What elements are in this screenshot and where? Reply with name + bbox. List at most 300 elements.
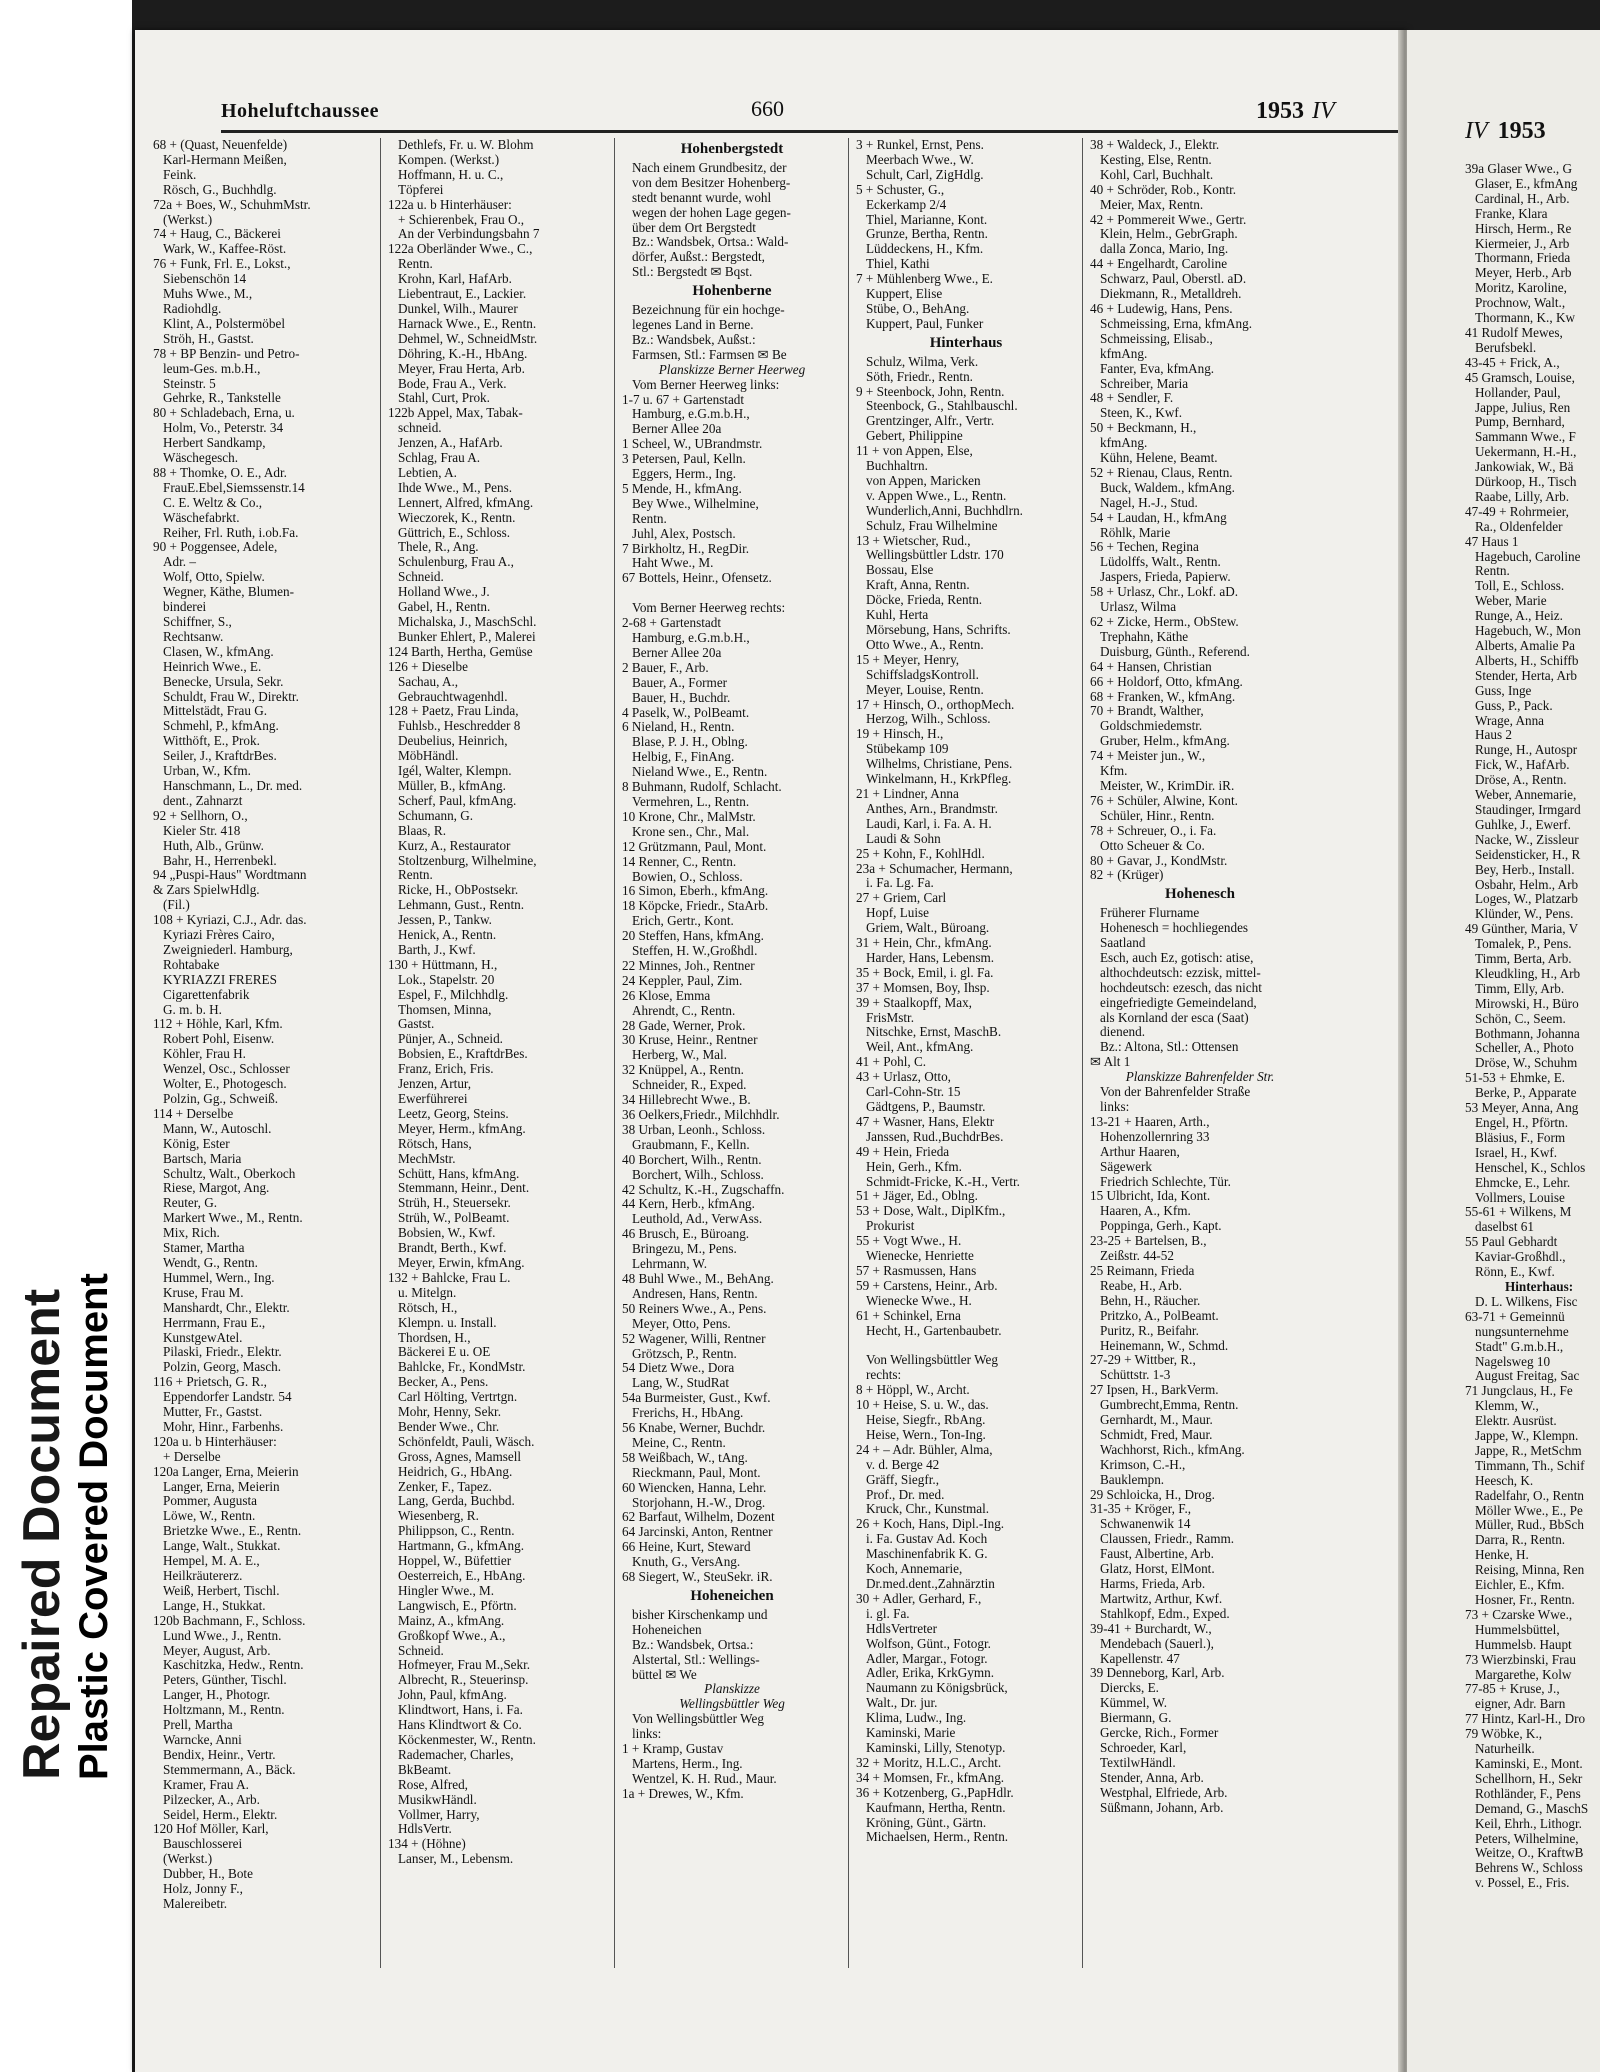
- directory-entry: Ricke, H., ObPostsekr.: [398, 883, 519, 898]
- column-5: [1090, 138, 1310, 1968]
- directory-entry: 70 + Brandt, Walther,: [1090, 704, 1204, 719]
- directory-entry: Schönfeldt, Pauli, Wäsch.: [398, 1434, 535, 1449]
- directory-entry: SchiffsladgsKontroll.: [866, 667, 979, 682]
- directory-entry: 122b Appel, Max, Tabak-: [388, 406, 523, 421]
- directory-entry: Grentzinger, Alfr., Vertr.: [866, 414, 995, 429]
- directory-entry: 39 + Staalkopff, Max,: [856, 995, 972, 1010]
- directory-entry: 55 + Vogt Wwe., H.: [856, 1234, 962, 1249]
- directory-page: [135, 30, 1407, 2072]
- directory-entry: Carl-Cohn-Str. 15: [866, 1085, 961, 1100]
- directory-entry: Kurz, A., Restaurator: [398, 838, 511, 853]
- directory-entry: Krohn, Karl, HafArb.: [398, 272, 512, 287]
- directory-entry: Wieczorek, K., Rentn.: [398, 510, 516, 525]
- directory-entry: über dem Ort Bergstedt: [632, 220, 756, 235]
- directory-entry: Fick, W., HafArb.: [1475, 757, 1570, 773]
- directory-entry: Stübe, O., BehAng.: [866, 301, 970, 316]
- directory-entry: 76 + Funk, Frl. E., Lokst.,: [153, 257, 291, 272]
- directory-entry: Rönn, E., Kwf.: [1475, 1264, 1555, 1280]
- section-heading: Hohenbergstedt: [680, 142, 784, 157]
- directory-entry: Klünder, W., Pens.: [1475, 906, 1574, 922]
- directory-entry: 38 Urban, Leonh., Schloss.: [622, 1122, 766, 1137]
- next-page-volume: IV: [1465, 118, 1488, 144]
- directory-entry: Lüdolffs, Walt., Rentn.: [1100, 555, 1221, 570]
- column-divider: [848, 138, 849, 1968]
- side-label-plastic: Plastic Covered Document: [72, 1273, 116, 1780]
- directory-entry: Timm, Elly, Arb.: [1475, 980, 1565, 996]
- directory-entry: 4 Paselk, W., PolBeamt.: [622, 705, 750, 720]
- directory-entry: Moritz, Karoline,: [1475, 280, 1567, 296]
- directory-entry: Jappe, W., Klempn.: [1475, 1428, 1579, 1444]
- directory-entry: Grötzsch, P., Rentn.: [632, 1346, 737, 1361]
- directory-entry: Pritzko, A., PolBeamt.: [1100, 1308, 1219, 1323]
- directory-entry: Kompen. (Werkst.): [398, 152, 500, 167]
- directory-entry: Kaminski, Lilly, Stenotyp.: [866, 1740, 1006, 1755]
- directory-entry: Schumann, G.: [398, 808, 474, 823]
- directory-entry: 47 Haus 1: [1465, 533, 1519, 549]
- directory-entry: 64 Jarcinski, Anton, Rentner: [622, 1525, 773, 1540]
- directory-entry: 128 + Paetz, Frau Linda,: [388, 704, 519, 719]
- directory-entry: 13-21 + Haaren, Arth.,: [1090, 1114, 1210, 1129]
- directory-entry: Kramer, Frau A.: [163, 1777, 249, 1792]
- directory-entry: 120a u. b Hinterhäuser:: [153, 1434, 277, 1449]
- directory-entry: Bz.: Wandsbek, Ortsa.:: [632, 1637, 754, 1652]
- directory-entry: Dethlefs, Fr. u. W. Blohm: [398, 138, 534, 152]
- directory-entry: FrauE.Ebel,Siemssenstr.14: [163, 480, 305, 495]
- directory-entry: Bahlcke, Fr., KondMstr.: [398, 1360, 526, 1375]
- directory-entry: 120 Hof Möller, Karl,: [153, 1822, 269, 1837]
- directory-entry: Bender Wwe., Chr.: [398, 1419, 500, 1434]
- directory-entry: 27 Ipsen, H., BarkVerm.: [1090, 1383, 1219, 1398]
- directory-entry: Dr.med.dent.,Zahnärztin: [866, 1577, 995, 1591]
- directory-entry: Borchert, Wilh., Schloss.: [632, 1167, 764, 1182]
- directory-entry: 26 Klose, Emma: [622, 988, 711, 1003]
- directory-entry: Franke, Klara: [1475, 205, 1548, 221]
- directory-entry: Früherer Flurname: [1100, 906, 1200, 921]
- directory-entry: 28 Gade, Werner, Prok.: [622, 1018, 746, 1033]
- directory-entry: Hans Klindtwort & Co.: [398, 1718, 522, 1733]
- directory-entry: Mendebach (Sauerl.),: [1100, 1636, 1214, 1651]
- directory-entry: 17 + Hinsch, O., orthopMech.: [856, 697, 1015, 712]
- directory-entry: Thormann, K., Kw: [1475, 310, 1575, 326]
- directory-entry: Henick, A., Rentn.: [398, 928, 497, 943]
- directory-entry: Nagel, H.-J., Stud.: [1100, 495, 1198, 510]
- directory-entry: Alberts, Amalie Pa: [1475, 638, 1575, 653]
- side-label: [12, 1249, 116, 1780]
- directory-entry: Hoffmann, H. u. C.,: [398, 167, 504, 182]
- directory-entry: als Kornland der esca (Saat): [1100, 1010, 1249, 1025]
- directory-entry: Kleudkling, H., Arb: [1475, 965, 1581, 981]
- directory-entry: Faust, Albertine, Arb.: [1100, 1547, 1214, 1562]
- directory-entry: Lok., Stapelstr. 20: [398, 972, 495, 987]
- directory-entry: Bowien, O., Schloss.: [632, 869, 743, 884]
- directory-entry: dienend.: [1100, 1025, 1146, 1040]
- directory-entry: 30 + Adler, Gerhard, F.,: [856, 1591, 982, 1606]
- directory-entry: Biermann, G.: [1100, 1711, 1172, 1726]
- directory-entry: 36 + Kotzenberg, G.,PapHdlr.: [856, 1785, 1014, 1800]
- directory-entry: Franz, Erich, Fris.: [398, 1062, 494, 1077]
- directory-entry: Schneid.: [398, 570, 444, 585]
- directory-entry: Gumbrecht,Emma, Rentn.: [1100, 1398, 1239, 1413]
- directory-entry: Keil, Ehrh., Lithogr.: [1475, 1815, 1582, 1831]
- directory-entry: Lang, Gerda, Buchbd.: [398, 1494, 515, 1509]
- directory-entry: Ströh, H., Gastst.: [163, 331, 254, 346]
- directory-entry: Gebert, Philippine: [866, 429, 963, 444]
- directory-entry: Harder, Hans, Lebensm.: [866, 950, 995, 965]
- directory-entry: Westphal, Elfriede, Arb.: [1100, 1785, 1228, 1800]
- directory-entry: Holm, Vo., Peterstr. 34: [163, 421, 284, 436]
- directory-entry: 58 + Urlasz, Chr., Lokf. aD.: [1090, 585, 1239, 600]
- directory-entry: Bauklempn.: [1100, 1472, 1165, 1487]
- directory-entry: Wegner, Käthe, Blumen-: [163, 585, 294, 600]
- directory-entry: Bey Wwe., Wilhelmine,: [632, 496, 759, 511]
- directory-entry: Hanschmann, L., Dr. med.: [163, 778, 303, 793]
- directory-entry: Radiohdlg.: [163, 301, 222, 316]
- directory-entry: Farmsen, Stl.: Farmsen ✉ Be: [632, 347, 787, 362]
- directory-entry: Kfm.: [1100, 764, 1128, 779]
- directory-entry: Söth, Friedr., Rentn.: [866, 369, 973, 384]
- directory-entry: 58 Weißbach, W., tAng.: [622, 1450, 748, 1465]
- directory-entry: Pilaski, Friedr., Elektr.: [163, 1345, 282, 1360]
- directory-entry: 46 + Ludewig, Hans, Pens.: [1090, 301, 1233, 316]
- directory-entry: Mirowski, H., Büro: [1475, 995, 1579, 1011]
- directory-entry: Dehmel, W., SchneidMstr.: [398, 331, 538, 346]
- directory-entry: links:: [1100, 1100, 1130, 1114]
- directory-entry: Heidrich, G., HbAng.: [398, 1464, 513, 1479]
- directory-entry: 112 + Höhle, Karl, Kfm.: [153, 1017, 283, 1032]
- directory-entry: Rademacher, Charles,: [398, 1747, 514, 1762]
- directory-entry: 16 Simon, Eberh., kfmAng.: [622, 884, 769, 899]
- directory-entry: 120a Langer, Erna, Meierin: [153, 1464, 299, 1479]
- directory-entry: Elektr. Ausrüst.: [1475, 1413, 1557, 1429]
- directory-entry: 80 + Schladebach, Erna, u.: [153, 406, 295, 421]
- directory-entry: Herrmann, Frau E.,: [163, 1315, 266, 1330]
- directory-entry: eigner, Adr. Barn: [1475, 1696, 1566, 1712]
- directory-entry: 14 Renner, C., Rentn.: [622, 854, 737, 869]
- directory-entry: Leuthold, Ad., VerwAss.: [632, 1212, 763, 1227]
- directory-entry: Feink.: [163, 167, 197, 182]
- directory-entry: Uekermann, H.-H.,: [1475, 444, 1577, 460]
- directory-entry: Demand, G., MaschS: [1475, 1800, 1589, 1816]
- directory-entry: Kröning, Günt., Gärtn.: [866, 1815, 987, 1830]
- directory-entry: Thiel, Marianne, Kont.: [866, 212, 988, 227]
- directory-entry: althochdeutsch: ezzisk, mittel-: [1100, 965, 1261, 980]
- directory-entry: Wolf, Otto, Spielw.: [163, 570, 265, 585]
- directory-entry: Otto Wwe., A., Rentn.: [866, 637, 984, 652]
- directory-entry: Kyriazi Frères Cairo,: [163, 928, 275, 943]
- directory-entry: Glaser, E., kfmAng: [1475, 175, 1578, 191]
- directory-entry: Wilhelms, Christiane, Pens.: [866, 757, 1013, 772]
- directory-entry: Blase, P. J. H., Oblng.: [632, 735, 748, 750]
- directory-entry: Weiß, Herbert, Tischl.: [163, 1583, 280, 1598]
- directory-entry: Glatz, Horst, ElMont.: [1100, 1562, 1215, 1577]
- directory-entry: Bauer, A., Former: [632, 675, 728, 690]
- directory-entry: Hartmann, G., kfmAng.: [398, 1539, 524, 1554]
- directory-entry: 29 Schloicka, H., Drog.: [1090, 1487, 1215, 1502]
- directory-entry: ✉ Alt 1: [1090, 1055, 1131, 1070]
- directory-entry: Meyer, Louise, Rentn.: [866, 682, 984, 697]
- directory-entry: 34 + Momsen, Fr., kfmAng.: [856, 1770, 1005, 1785]
- directory-entry: 132 + Bahlcke, Frau L.: [388, 1270, 511, 1285]
- directory-entry: von Appen, Maricken: [866, 473, 981, 488]
- directory-entry: Israel, H., Kwf.: [1475, 1144, 1558, 1160]
- directory-entry: Döcke, Frieda, Rentn.: [866, 593, 983, 608]
- directory-entry: 3 Petersen, Paul, Kelln.: [622, 452, 746, 467]
- directory-entry: Nagelsweg 10: [1475, 1353, 1551, 1369]
- directory-entry: Schellhorn, H., Sekr: [1475, 1770, 1583, 1786]
- directory-entry: Süßmann, Johann, Arb.: [1100, 1800, 1224, 1815]
- directory-entry: dalla Zonca, Mario, Ing.: [1100, 242, 1229, 257]
- section-heading: Hoheneichen: [690, 1589, 774, 1604]
- directory-entry: 94 „Puspi-Haus" Wordtmann: [153, 868, 307, 883]
- directory-entry: Fanter, Eva, kfmAng.: [1100, 361, 1215, 376]
- directory-entry: Ehmcke, E., Lehr.: [1475, 1174, 1571, 1190]
- directory-entry: Seidel, Herm., Elektr.: [163, 1807, 278, 1822]
- directory-entry: Bz.: Wandsbek, Ortsa.: Wald-: [632, 235, 789, 250]
- directory-entry: Deubelius, Heinrich,: [398, 734, 508, 749]
- directory-entry: 18 Köpcke, Friedr., StaArb.: [622, 899, 769, 914]
- directory-entry: Hohenesch = hochliegendes: [1100, 921, 1249, 936]
- directory-entry: 2 Bauer, F., Arb.: [622, 660, 709, 675]
- directory-entry: von dem Besitzer Hohenberg-: [632, 175, 791, 190]
- directory-entry: Dunkel, Wilh., Maurer: [398, 301, 518, 316]
- directory-entry: Cigarettenfabrik: [163, 987, 250, 1002]
- directory-entry: 19 + Hinsch, H.,: [856, 727, 944, 742]
- directory-entry: Schmidt-Fricke, K.-H., Vertr.: [866, 1174, 1020, 1189]
- directory-entry: Meyer, Herm., kfmAng.: [398, 1121, 526, 1136]
- directory-entry: Kaufmann, Hertha, Rentn.: [866, 1800, 1006, 1815]
- directory-entry: 68 + Franken, W., kfmAng.: [1090, 689, 1236, 704]
- directory-entry: 77-85 + Kruse, J.,: [1465, 1681, 1560, 1697]
- directory-entry: 11 + von Appen, Else,: [856, 444, 973, 459]
- directory-entry: 5 Mende, H., kfmAng.: [622, 481, 742, 496]
- directory-entry: Prokurist: [866, 1219, 915, 1234]
- directory-entry: Adler, Erika, KrkGymn.: [866, 1666, 995, 1681]
- directory-entry: Wunderlich,Anni, Buchhdlrn.: [866, 503, 1023, 518]
- directory-entry: MechMstr.: [398, 1151, 456, 1166]
- directory-entry: Brandt, Berth., Kwf.: [398, 1241, 507, 1256]
- directory-entry: Jaspers, Frieda, Papierw.: [1100, 570, 1231, 585]
- directory-entry: Alstertal, Stl.: Wellings-: [632, 1652, 760, 1667]
- directory-entry: Schreiber, Maria: [1100, 376, 1189, 391]
- directory-entry: 32 Knüppel, A., Rentn.: [622, 1063, 744, 1078]
- directory-entry: Güttrich, E., Schloss.: [398, 525, 511, 540]
- side-label-repaired: Repaired Document: [13, 1288, 71, 1780]
- directory-entry: Lang, W., StudRat: [632, 1376, 730, 1391]
- directory-entry: Schmeissing, Elisab.,: [1100, 331, 1213, 346]
- directory-entry: dent., Zahnarzt: [163, 793, 243, 808]
- directory-entry: Kümmel, W.: [1100, 1696, 1168, 1711]
- directory-entry: Adler, Margar., Fotogr.: [866, 1651, 988, 1666]
- directory-entry: 3 + Runkel, Ernst, Pens.: [856, 138, 984, 152]
- directory-entry: Runge, A., Heiz.: [1475, 608, 1563, 624]
- column-4: [856, 138, 1076, 1968]
- directory-entry: 56 Knabe, Werner, Buchdr.: [622, 1421, 766, 1436]
- directory-entry: Bothmann, Johanna: [1475, 1025, 1580, 1041]
- directory-entry: Gruber, Helm., kfmAng.: [1100, 734, 1230, 749]
- directory-entry: Kuppert, Paul, Funker: [866, 316, 984, 331]
- directory-entry: Duisburg, Günth., Referend.: [1100, 644, 1250, 659]
- directory-entry: 55-61 + Wilkens, M: [1465, 1204, 1572, 1220]
- directory-entry: Mohr, Hinr., Farbenhs.: [163, 1419, 284, 1434]
- directory-entry: Lange, Walt., Stukkat.: [163, 1539, 281, 1554]
- directory-entry: 27 + Griem, Carl: [856, 891, 947, 906]
- directory-entry: 7 Birkholtz, H., RegDir.: [622, 541, 750, 556]
- directory-entry: Albrecht, R., Steuerinsp.: [398, 1673, 529, 1688]
- directory-entry: Wark, W., Kaffee-Röst.: [163, 242, 287, 257]
- directory-entry: 60 Wiencken, Hanna, Lehr.: [622, 1480, 767, 1495]
- directory-entry: Herberg, W., Mal.: [632, 1048, 727, 1063]
- directory-entry: August Freitag, Sac: [1475, 1368, 1580, 1384]
- directory-entry: 21 + Lindner, Anna: [856, 786, 959, 801]
- directory-entry: 24 Keppler, Paul, Zim.: [622, 973, 743, 988]
- directory-entry: 55 Paul Gebhardt: [1465, 1234, 1558, 1250]
- directory-entry: 1a + Drewes, W., Kfm.: [622, 1786, 744, 1801]
- column-divider: [614, 138, 615, 1968]
- directory-entry: Rentn.: [398, 868, 433, 883]
- directory-entry: Michalska, J., MaschSchl.: [398, 615, 537, 629]
- directory-entry: Hummel, Wern., Ing.: [163, 1270, 275, 1285]
- directory-entry: Eichler, E., Kfm.: [1475, 1577, 1565, 1593]
- directory-entry: Heesch, K.: [1475, 1472, 1534, 1488]
- directory-entry: Siebenschön 14: [163, 272, 247, 287]
- directory-entry: 1 Scheel, W., UBrandmstr.: [622, 437, 763, 452]
- directory-entry: 108 + Kyriazi, C.J., Adr. das.: [153, 913, 307, 928]
- directory-entry: Wolfson, Günt., Fotogr.: [866, 1636, 991, 1651]
- directory-entry: Hummelsbüttel,: [1475, 1621, 1560, 1637]
- directory-entry: Stoltzenburg, Wilhelmine,: [398, 853, 537, 868]
- directory-entry: 43-45 + Frick, A.,: [1465, 354, 1560, 370]
- directory-entry: Diercks, E.: [1100, 1681, 1159, 1696]
- directory-entry: Nach einem Grundbesitz, der: [632, 160, 787, 175]
- directory-entry: Kieler Str. 418: [163, 823, 241, 838]
- directory-entry: Rötsch, H.,: [398, 1300, 458, 1315]
- directory-entry: Schuldt, Frau W., Direktr.: [163, 689, 299, 704]
- directory-entry: Griem, Walt., Büroang.: [866, 921, 990, 936]
- directory-entry: Loges, W., Platzarb: [1475, 891, 1578, 907]
- directory-entry: wegen der hohen Lage gegen-: [632, 205, 791, 220]
- directory-entry: Köckenmester, W., Rentn.: [398, 1732, 536, 1747]
- directory-entry: Gross, Agnes, Mamsell: [398, 1449, 522, 1464]
- directory-entry: Winkelmann, H., KrkPfleg.: [866, 772, 1012, 787]
- directory-entry: Schlag, Frau A.: [398, 451, 481, 466]
- directory-entry: Heise, Siegfr., RbAng.: [866, 1413, 986, 1428]
- directory-entry: 66 Heine, Kurt, Steward: [622, 1540, 751, 1555]
- directory-entry: Reiher, Frl. Ruth, i.ob.Fa.: [163, 525, 299, 540]
- directory-entry: D. L. Wilkens, Fisc: [1475, 1293, 1578, 1309]
- section-note: Wellingsbüttler Weg: [679, 1697, 785, 1712]
- directory-entry: Kruse, Frau M.: [163, 1285, 244, 1300]
- directory-entry: Rohtabake: [163, 957, 220, 972]
- directory-entry: 90 + Poggensee, Adele,: [153, 540, 278, 555]
- directory-entry: Steenbock, G., Stahlbauschl.: [866, 399, 1018, 414]
- directory-entry: i. Fa. Lg. Fa.: [866, 876, 934, 891]
- directory-entry: Wrage, Anna: [1475, 712, 1545, 728]
- directory-entry: 20 Steffen, Hans, kfmAng.: [622, 929, 764, 944]
- directory-entry: Weil, Ant., kfmAng.: [866, 1040, 974, 1055]
- directory-entry: Nacke, W., Zissleur: [1475, 831, 1579, 847]
- directory-entry: 73 + Czarske Wwe.,: [1465, 1606, 1573, 1622]
- directory-entry: 47-49 + Rohrmeier,: [1465, 503, 1569, 519]
- directory-entry: Bz.: Wandsbek, Außst.:: [632, 332, 756, 347]
- directory-entry: Meyer, Herb., Arb: [1475, 265, 1572, 281]
- directory-entry: Dürkoop, H., Tisch: [1475, 474, 1577, 490]
- directory-entry: 122a Oberländer Wwe., C.,: [388, 242, 533, 257]
- directory-entry: Kohl, Carl, Buchhalt.: [1100, 167, 1214, 182]
- directory-entry: Mörsebung, Hans, Schrifts.: [866, 623, 1011, 637]
- directory-entry: Bode, Frau A., Verk.: [398, 376, 507, 391]
- directory-entry: Schultz, Walt., Oberkoch: [163, 1166, 296, 1181]
- directory-entry: Sachau, A.,: [398, 674, 459, 689]
- directory-entry: 32 + Moritz, H.L.C., Archt.: [856, 1755, 1002, 1770]
- directory-entry: Jappe, Julius, Ren: [1475, 399, 1571, 415]
- directory-entry: Ihde Wwe., M., Pens.: [398, 480, 513, 495]
- directory-entry: Engel, H., Pförtn.: [1475, 1115, 1569, 1130]
- directory-entry: Thordsen, H.,: [398, 1330, 471, 1345]
- directory-entry: Heilkräutererz.: [163, 1569, 243, 1583]
- directory-entry: Fuhlsb., Heschredder 8: [398, 719, 521, 734]
- directory-entry: stedt benannt wurde, wohl: [632, 190, 772, 205]
- directory-entry: 35 + Bock, Emil, i. gl. Fa.: [856, 965, 994, 980]
- directory-entry: Lanser, M., Lebensm.: [398, 1852, 514, 1867]
- directory-entry: Schult, Carl, ZigHdlg.: [866, 167, 984, 182]
- directory-entry: Helbig, F., FinAng.: [632, 750, 735, 765]
- directory-entry: 53 Meyer, Anna, Ang: [1465, 1100, 1579, 1116]
- directory-entry: Schüler, Hinr., Rentn.: [1100, 808, 1215, 823]
- directory-entry: Schmehl, P., kfmAng.: [163, 719, 279, 734]
- directory-entry: 51-53 + Ehmke, E.: [1465, 1070, 1566, 1086]
- directory-entry: 74 + Haug, C., Bäckerei: [153, 227, 281, 242]
- directory-entry: 2-68 + Gartenstadt: [622, 616, 721, 631]
- directory-entry: Lehmann, Gust., Rentn.: [398, 898, 524, 913]
- directory-entry: Rieckmann, Paul, Mont.: [632, 1465, 761, 1480]
- directory-entry: Döhring, K.-H., HbAng.: [398, 346, 528, 361]
- directory-entry: Zeißstr. 44-52: [1100, 1249, 1174, 1264]
- directory-entry: Osbahr, Helm., Arb: [1475, 876, 1579, 892]
- directory-entry: Hagebuch, Caroline: [1475, 548, 1581, 564]
- directory-entry: Kiermeier, J., Arb: [1475, 235, 1570, 251]
- directory-entry: Wienecke Wwe., H.: [866, 1293, 972, 1308]
- directory-entry: Storjohann, H.-W., Drog.: [632, 1495, 766, 1510]
- directory-entry: Bauschlosserei: [163, 1837, 243, 1852]
- directory-entry: 78 + BP Benzin- und Petro-: [153, 346, 300, 361]
- directory-entry: Krimson, C.-H.,: [1100, 1457, 1186, 1472]
- directory-entry: Claussen, Friedr., Ramm.: [1100, 1532, 1235, 1547]
- page-header: [221, 94, 1446, 133]
- directory-entry: Bäckerei E u. OE: [398, 1345, 491, 1360]
- directory-entry: (Werkst.): [163, 212, 213, 227]
- directory-entry: Gebrauchtwagenhdl.: [398, 689, 508, 704]
- directory-entry: Henke, H.: [1475, 1547, 1529, 1563]
- directory-entry: Guss, P., Pack.: [1475, 697, 1553, 713]
- directory-entry: 57 + Rasmussen, Hans: [856, 1263, 977, 1278]
- directory-entry: Poppinga, Gerh., Kapt.: [1100, 1219, 1222, 1234]
- directory-entry: Witthöft, E., Prok.: [163, 734, 260, 749]
- directory-entry: Goldschmiedemstr.: [1100, 719, 1203, 734]
- directory-entry: 6 Nieland, H., Rentn.: [622, 720, 735, 735]
- directory-entry: Hoheneichen: [632, 1622, 702, 1637]
- directory-entry: 124 Barth, Hertha, Gemüse: [388, 644, 533, 659]
- directory-entry: kfmAng.: [1100, 436, 1148, 451]
- directory-entry: 38 + Waldeck, J., Elektr.: [1090, 138, 1220, 152]
- directory-entry: 73 Wierzbinski, Frau: [1465, 1651, 1576, 1667]
- directory-entry: 59 + Carstens, Heinr., Arb.: [856, 1278, 998, 1293]
- directory-entry: Kraft, Anna, Rentn.: [866, 578, 970, 593]
- directory-entry: Stender, Anna, Arb.: [1100, 1770, 1204, 1785]
- directory-entry: links:: [632, 1727, 662, 1742]
- directory-entry: Martens, Herm., Ing.: [632, 1756, 743, 1771]
- directory-entry: Stemmann, Heinr., Dent.: [398, 1181, 530, 1196]
- directory-entry: 27-29 + Wittber, R.,: [1090, 1353, 1196, 1368]
